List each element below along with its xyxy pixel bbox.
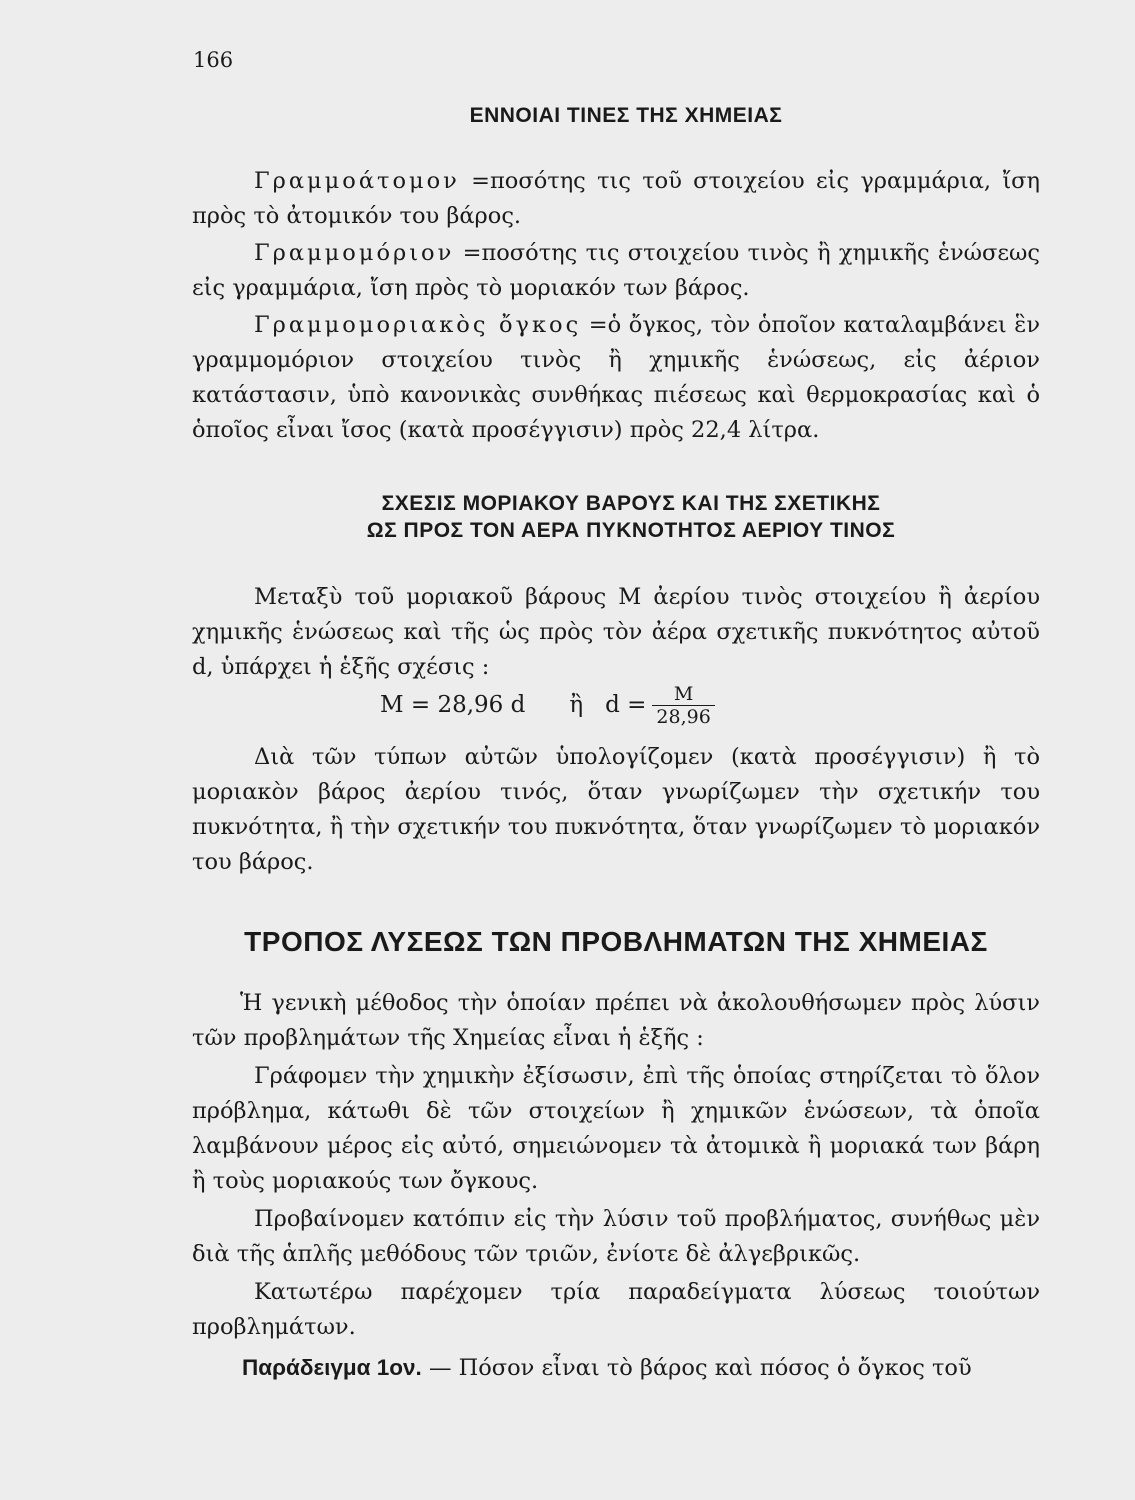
- method-paragraph-1: Ἡ γενικὴ μέθοδος τὴν ὁποίαν πρέπει νὰ ἀκολουθήσωμεν πρὸς λύσιν τῶν προβλημάτων τῆς Χημείας εἶναι ἡ ἑξῆς :: [192, 990, 1040, 1051]
- formula-numerator: M: [673, 682, 694, 705]
- section-heading-relation-line2: ΩΣ ΠΡΟΣ ΤΟΝ ΑΕΡΑ ΠΥΚΝΟΤΗΤΟΣ ΑΕΡΙΟΥ ΤΙΝΟΣ: [366, 519, 896, 542]
- method-paragraph-2: Γράφομεν τὴν χημικὴν ἐξίσωσιν, ἐπὶ τῆς ὁποίας στηρίζεται τὸ ὅλον πρόβλημα, κάτωθι δὲ τῶν στοιχείων ἢ χημικῶν ἑνώσεων, τὰ ὁποῖα λαμβάνουν μέρος εἰς αὐτό, σημειώνομεν τὰ ἀτομικὰ ἢ μοριακά των βάρη ἢ τοὺς μοριακούς των ὄγκους.: [192, 1063, 1040, 1194]
- definitions-body: [192, 164, 1040, 448]
- section-relation-heading: [192, 490, 1040, 544]
- definition-gram-atom: [192, 164, 1040, 234]
- section-heading-method: ΤΡΟΠΟΣ ΛΥΣΕΩΣ ΤΩΝ ΠΡΟΒΛΗΜΑΤΩΝ ΤΗΣ ΧΗΜΕΙΑΣ: [244, 926, 988, 957]
- term-molar-volume: Γραμμομοριακὸς ὄγκος: [254, 312, 582, 338]
- example-1: [192, 1350, 1040, 1386]
- method-paragraph-3: Προβαίνομεν κατόπιν εἰς τὴν λύσιν τοῦ προβλήματος, συνήθως μὲν διὰ τῆς ἁπλῆς μεθόδους τῶν τριῶν, ἐνίοτε δὲ ἀλγεβρικῶς.: [192, 1206, 1040, 1267]
- section-heading-relation-line1: ΣΧΕΣΙΣ ΜΟΡΙΑΚΟΥ ΒΑΡΟΥΣ ΚΑΙ ΤΗΣ ΣΧΕΤΙΚΗΣ: [381, 492, 881, 515]
- relation-explanation-paragraph: Διὰ τῶν τύπων αὐτῶν ὑπολογίζομεν (κατὰ προσέγγισιν) ἢ τὸ μοριακὸν βάρος ἀερίου τινός, ὅταν γνωρίζωμεν τὴν σχετικήν του πυκνότητα, ἢ τὴν σχετικήν του πυκνότητα, ὅταν γνωρίζωμεν τὸ μοριακόν του βάρος.: [192, 744, 1040, 875]
- example-1-label: Παράδειγμα 1ον.: [242, 1355, 422, 1380]
- formula-fraction: [652, 683, 714, 728]
- method-paragraph-4: Κατωτέρω παρέχομεν τρία παραδείγματα λύσεως τοιούτων προβλημάτων.: [192, 1279, 1040, 1340]
- example-1-text: — Πόσον εἶναι τὸ βάρος καὶ πόσος ὁ ὄγκος τοῦ: [421, 1355, 972, 1381]
- formula-left: M = 28,96 d: [380, 692, 526, 718]
- page-number: 166: [193, 48, 234, 72]
- term-gram-molecule: Γραμμομόριον: [254, 240, 455, 266]
- definition-molar-volume-text: =ὁ ὄγκος, τὸν ὁποῖον καταλαμβάνει ἓν γραμμομόριον στοιχείου τινὸς ἢ χημικῆς ἑνώσεως, εἰς ἀέριον κατάστασιν, ὑπὸ κανονικὰς συνθήκας πιέσεως καὶ θερμοκρασίας καὶ ὁ ὁποῖος εἶναι ἴσος (κατὰ προσέγγισιν) πρὸς 22,4 λίτρα.: [192, 312, 1040, 443]
- formula-right-lhs: d =: [605, 692, 647, 718]
- definition-gram-atom-text: =ποσότης τις τοῦ στοιχείου εἰς γραμμάρια, ἴση πρὸς τὸ ἀτομικόν του βάρος.: [192, 168, 1040, 229]
- term-gram-atom: Γραμμοάτομον: [254, 168, 460, 194]
- definition-gram-molecule-text: =ποσότης τις στοιχείου τινὸς ἢ χημικῆς ἑνώσεως εἰς γραμμάρια, ἴση πρὸς τὸ μοριακόν των βάρος.: [192, 240, 1040, 301]
- section-definitions: [192, 104, 1040, 128]
- relation-body: [192, 580, 1040, 685]
- relation-paragraph: Μεταξὺ τοῦ μοριακοῦ βάρους Μ ἀερίου τινὸς στοιχείου ἢ ἀερίου χημικῆς ἑνώσεως καὶ τῆς ὡς πρὸς τὸν ἀέρα σχετικῆς πυκνότητος αὐτοῦ d, ὑπάρχει ἡ ἑξῆς σχέσις :: [192, 584, 1040, 680]
- definition-molar-volume: [192, 308, 1040, 448]
- method-body: [192, 986, 1040, 1386]
- definition-gram-molecule: [192, 236, 1040, 306]
- section-heading-concepts: ΕΝΝΟΙΑΙ ΤΙΝΕΣ ΤΗΣ ΧΗΜΕΙΑΣ: [469, 104, 783, 127]
- formula-or: ἢ: [569, 692, 584, 718]
- formula: [380, 680, 715, 730]
- section-method: [192, 926, 1040, 958]
- formula-denominator: 28,96: [652, 705, 714, 728]
- relation-explanation: [192, 740, 1040, 880]
